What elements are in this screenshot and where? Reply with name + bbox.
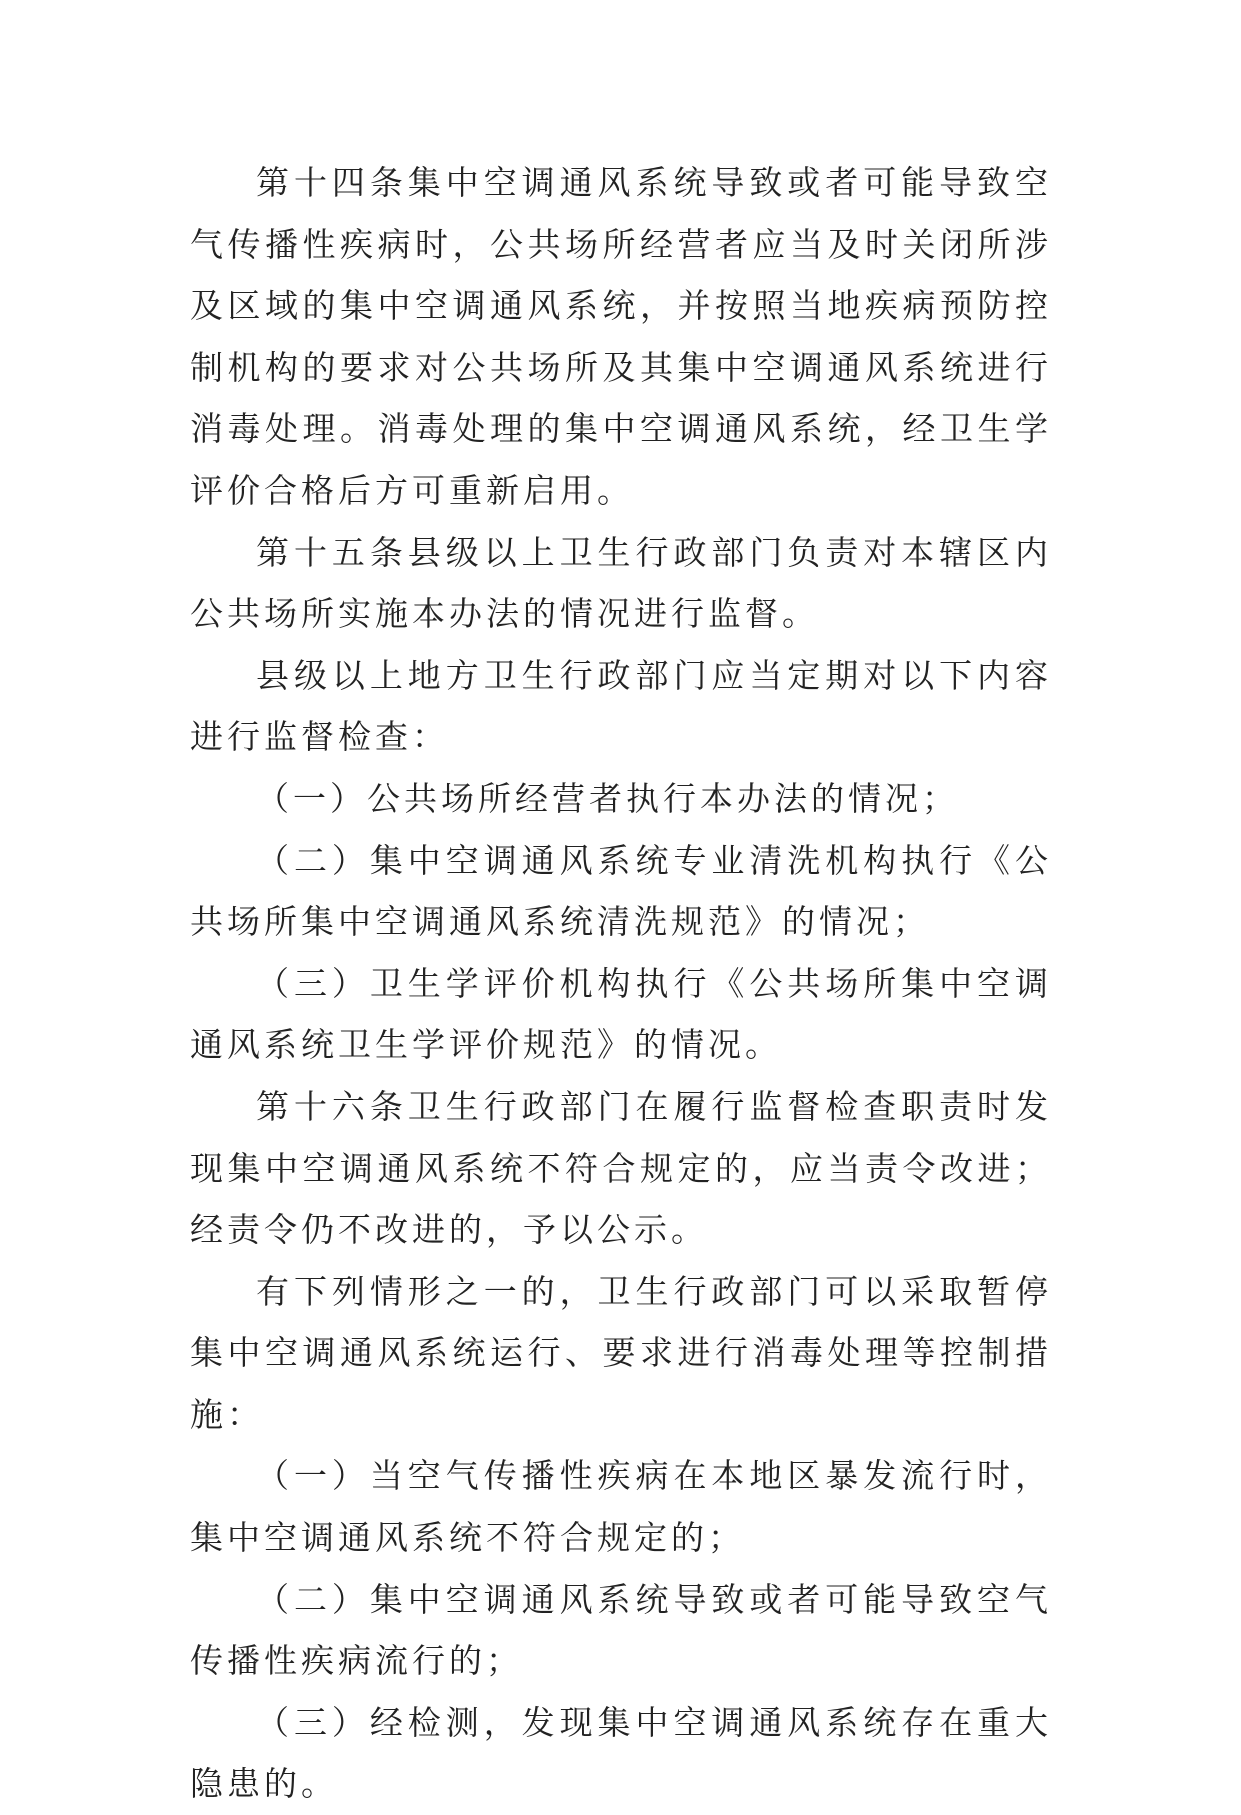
list-item-inspection-2: （二）集中空调通风系统专业清洗机构执行《公共场所集中空调通风系统清洗规范》的情况；	[190, 840, 1052, 942]
list-item-control-2: （二）集中空调通风系统导致或者可能导致空气传播性疾病流行的；	[190, 1579, 1052, 1681]
paragraph-article-15: 第十五条县级以上卫生行政部门负责对本辖区内公共场所实施本办法的情况进行监督。	[190, 532, 1052, 634]
list-item-inspection-3: （三）卫生学评价机构执行《公共场所集中空调通风系统卫生学评价规范》的情况。	[190, 963, 1052, 1065]
document-body	[190, 152, 1052, 1815]
list-item-inspection-1: （一）公共场所经营者执行本办法的情况；	[256, 778, 959, 818]
list-item-control-1: （一）当空气传播性疾病在本地区暴发流行时，集中空调通风系统不符合规定的；	[190, 1456, 1052, 1558]
paragraph-article-14: 第十四条集中空调通风系统导致或者可能导致空气传播性疾病时，公共场所经营者应当及时关闭所涉及区域的集中空调通风系统，并按照当地疾病预防控制机构的要求对公共场所及其集中空调通风系统进行消毒处理。消毒处理的集中空调通风系统，经卫生学评价合格后方可重新启用。	[190, 163, 1052, 510]
paragraph-control-measures-intro: 有下列情形之一的，卫生行政部门可以采取暂停集中空调通风系统运行、要求进行消毒处理等控制措施：	[190, 1271, 1052, 1434]
list-item-control-3: （三）经检测，发现集中空调通风系统存在重大隐患的。	[190, 1702, 1052, 1804]
paragraph-inspection-intro: 县级以上地方卫生行政部门应当定期对以下内容进行监督检查：	[190, 655, 1052, 757]
paragraph-article-16: 第十六条卫生行政部门在履行监督检查职责时发现集中空调通风系统不符合规定的，应当责令改进；经责令仍不改进的，予以公示。	[190, 1086, 1052, 1250]
